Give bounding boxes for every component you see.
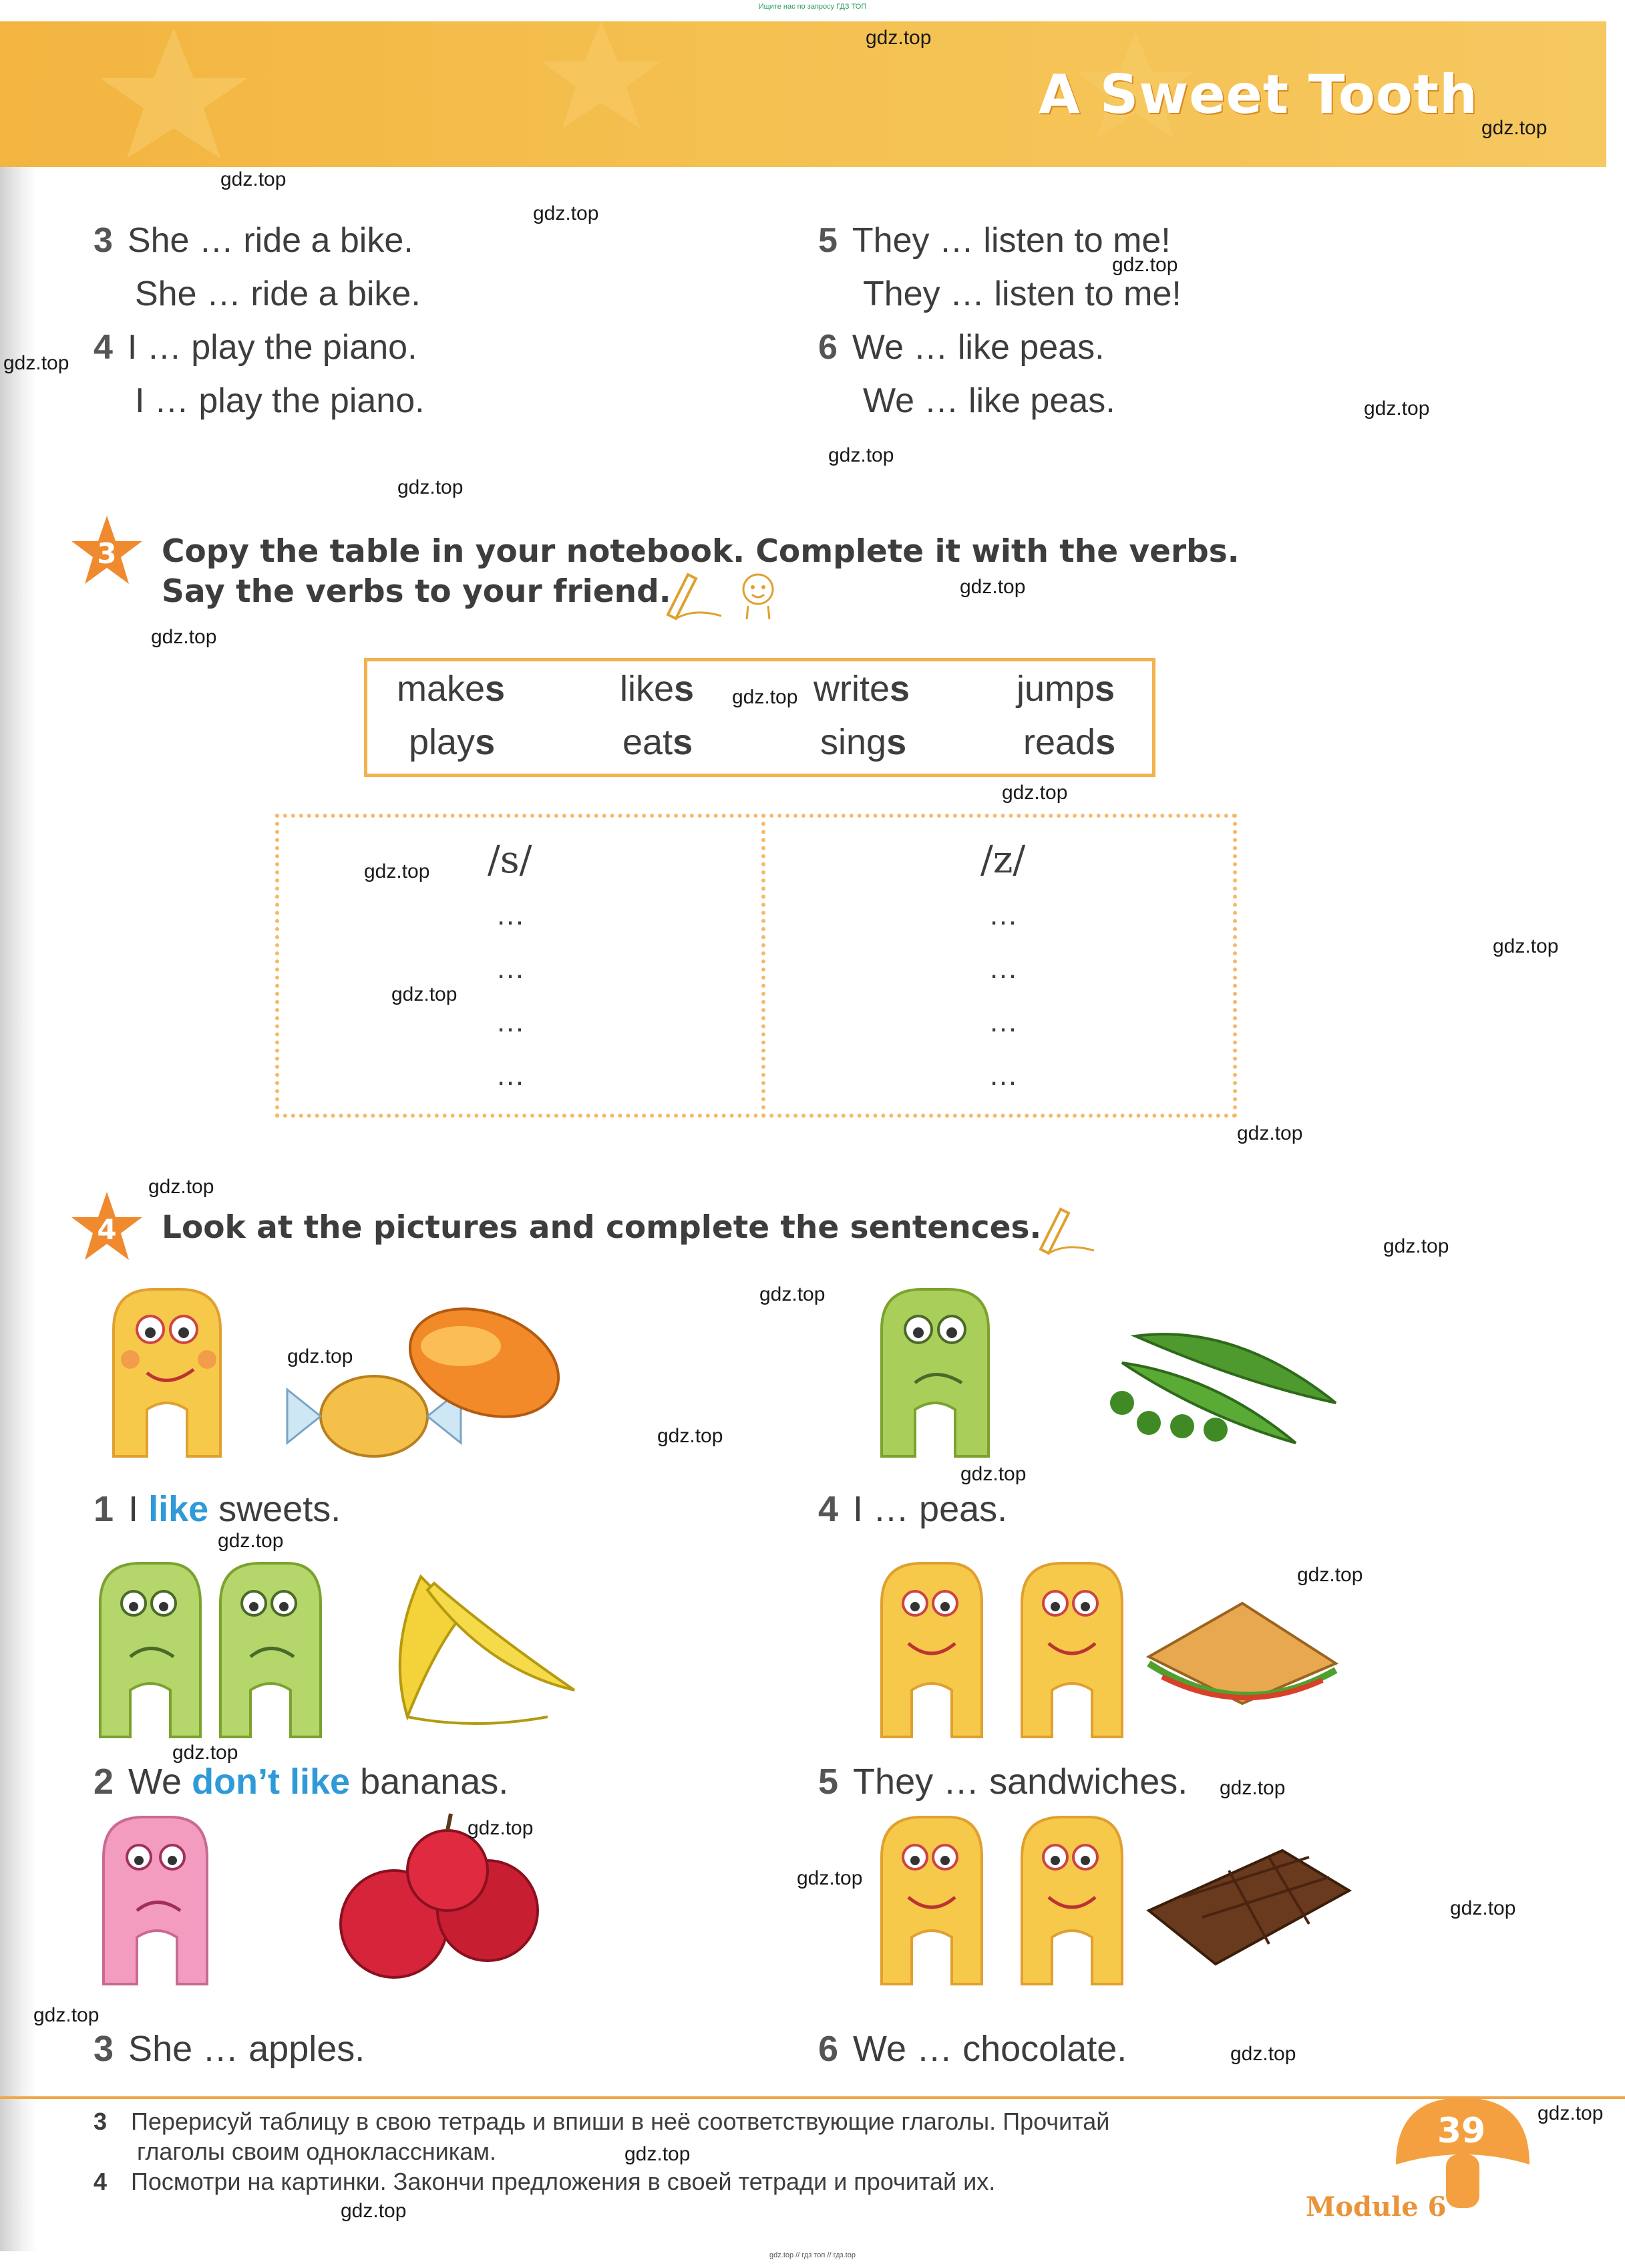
verb: writes <box>814 669 910 709</box>
blank-cell: … <box>988 952 1018 985</box>
footer-note: 4 Посмотри на картинки. Закончи предложения в своей тетради и прочитай их. <box>94 2168 996 2195</box>
verb: makes <box>397 669 506 709</box>
watermark: gdz.top <box>33 2004 100 2026</box>
watermark: gdz.top <box>624 2143 691 2165</box>
watermark: gdz.top <box>1383 1235 1449 1257</box>
table-divider <box>761 814 765 1118</box>
watermark: gdz.top <box>364 860 430 882</box>
sentence: 4 I … peas. <box>818 1489 1008 1529</box>
blank-cell: … <box>496 899 525 931</box>
watermark: gdz.top <box>218 1530 284 1552</box>
watermark: gdz.top <box>759 1283 826 1305</box>
watermark: gdz.top <box>3 352 69 374</box>
watermark: gdz.top <box>220 168 287 190</box>
page-number: 39 <box>1437 2111 1486 2151</box>
watermark: gdz.top <box>960 1463 1027 1485</box>
sentence: 3 She … apples. <box>94 2029 365 2069</box>
task-number-badge: 3 <box>70 514 144 588</box>
verb: reads <box>1023 722 1116 762</box>
footer-note: 3 Перерисуй таблицу в свою тетрадь и впиши в неё соответствующие глаголы. Прочитай <box>94 2108 1110 2135</box>
watermark: gdz.top <box>1450 1897 1516 1919</box>
watermark: gdz.top <box>1481 117 1548 139</box>
picture-2-bananas <box>87 1550 594 1744</box>
watermark: gdz.top <box>172 1742 238 1764</box>
watermark: gdz.top <box>397 476 464 498</box>
verb: sings <box>820 722 907 762</box>
watermark: gdz.top <box>828 444 894 466</box>
watermark: gdz.top <box>1538 2102 1604 2124</box>
verb: likes <box>620 669 695 709</box>
page-fold-shadow <box>0 167 37 2251</box>
watermark: gdz.top <box>533 202 599 224</box>
watermark: gdz.top <box>468 1817 534 1839</box>
exercise-line: We … like peas. <box>863 381 1115 420</box>
picture-1-sweets <box>87 1283 594 1476</box>
blank-cell: … <box>988 899 1018 931</box>
watermark: gdz.top <box>1237 1122 1303 1144</box>
sentence: 6 We … chocolate. <box>818 2029 1127 2069</box>
column-header: /z/ <box>980 838 1026 882</box>
watermark: gdz.top <box>1297 1564 1363 1586</box>
watermark: gdz.top <box>151 626 217 648</box>
watermark: gdz.top <box>1002 782 1068 804</box>
watermark: gdz.top <box>866 27 932 49</box>
watermark: gdz.top <box>960 576 1026 598</box>
unit-title: A Sweet Tooth <box>1039 63 1478 126</box>
pencil-icon <box>661 568 728 625</box>
blank-cell: … <box>988 1059 1018 1092</box>
footer-divider <box>0 2096 1625 2099</box>
sound-sorting-table <box>275 814 1237 1118</box>
watermark: gdz.top <box>287 1345 353 1367</box>
column-header: /s/ <box>488 838 532 882</box>
verb: eats <box>622 722 693 762</box>
watermark: gdz.top <box>1220 1777 1286 1799</box>
blank-cell: … <box>496 952 525 985</box>
blank-cell: … <box>988 1005 1018 1038</box>
task-number-badge: 4 <box>70 1190 144 1264</box>
task-title: Look at the pictures and complete the sentences. <box>162 1209 1042 1246</box>
exercise-line: 4 I … play the piano. <box>94 328 417 367</box>
watermark: gdz.top <box>1364 397 1430 420</box>
exercise-line: They … listen to me! <box>863 275 1182 313</box>
top-note: Ищите нас по запросу ГДЗ ТОП <box>758 3 867 11</box>
bottom-note: gdz.top // гдз топ // гдз.top <box>769 2251 856 2259</box>
watermark: gdz.top <box>391 983 458 1005</box>
blank-cell: … <box>496 1059 525 1092</box>
watermark: gdz.top <box>148 1176 214 1198</box>
watermark: gdz.top <box>1230 2043 1296 2065</box>
friend-icon <box>735 569 781 626</box>
sentence: 2 We don’t like bananas. <box>94 1762 509 1802</box>
module-label: Module 6 <box>1306 2191 1447 2223</box>
sentence: 1 I like sweets. <box>94 1489 341 1529</box>
task-title: Copy the table in your notebook. Complete it with the verbs. <box>162 533 1240 570</box>
watermark: gdz.top <box>797 1867 863 1889</box>
watermark: gdz.top <box>732 686 798 708</box>
blank-cell: … <box>496 1005 525 1038</box>
watermark: gdz.top <box>341 2200 407 2222</box>
verb: plays <box>409 722 496 762</box>
verb: jumps <box>1017 669 1115 709</box>
pencil-icon <box>1034 1202 1101 1259</box>
task-title: Say the verbs to your friend. <box>162 573 671 610</box>
footer-note: глаголы своим одноклассникам. <box>137 2138 497 2165</box>
watermark: gdz.top <box>657 1425 723 1447</box>
sentence: 5 They … sandwiches. <box>818 1762 1188 1802</box>
exercise-line: She … ride a bike. <box>135 275 421 313</box>
watermark: gdz.top <box>1493 935 1559 957</box>
exercise-line: 5 They … listen to me! <box>818 221 1171 260</box>
exercise-line: 3 She … ride a bike. <box>94 221 413 260</box>
exercise-line: 6 We … like peas. <box>818 328 1105 367</box>
exercise-line: I … play the piano. <box>135 381 425 420</box>
watermark: gdz.top <box>1112 254 1178 276</box>
picture-6-chocolate <box>868 1810 1376 1991</box>
picture-4-peas <box>868 1283 1376 1476</box>
